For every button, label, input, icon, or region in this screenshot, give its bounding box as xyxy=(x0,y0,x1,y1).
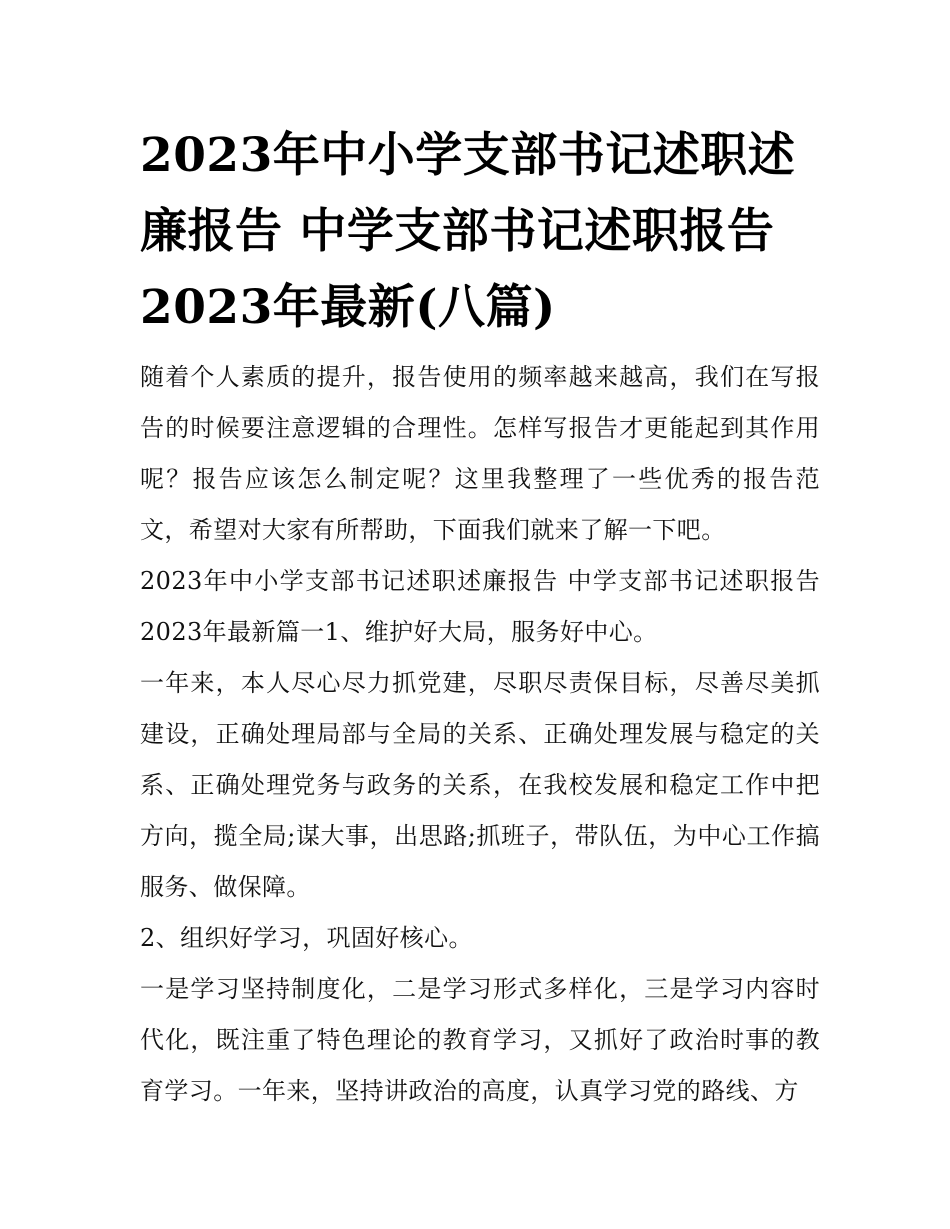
section-heading-paragraph: 2023年中小学支部书记述职述廉报告 中学支部书记述职报告2023年最新篇一1、维护好大局，服务好中心。 xyxy=(140,567,820,646)
intro-paragraph: 随着个人素质的提升，报告使用的频率越来越高，我们在写报告的时候要注意逻辑的合理性。怎样写报告才更能起到其作用呢？报告应该怎么制定呢？这里我整理了一些优秀的报告范文，希望对大家有所帮助，下面我们就来了解一下吧。 xyxy=(140,363,820,544)
subheading-paragraph: 2、组织好学习，巩固好核心。 xyxy=(140,924,473,952)
document-title: 2023年中小学支部书记述职述廉报告 中学支部书记述职报告2023年最新(八篇) xyxy=(140,128,796,335)
document-body xyxy=(140,118,820,1117)
body-paragraph: 一年来，本人尽心尽力抓党建，尽职尽责保目标，尽善尽美抓建设，正确处理局部与全局的关系、正确处理发展与稳定的关系、正确处理党务与政务的关系，在我校发展和稳定工作中把方向，揽全局;谋大事，出思路;抓班子，带队伍，为中心工作搞服务、做保障。 xyxy=(140,669,820,901)
body-paragraph: 一是学习坚持制度化，二是学习形式多样化，三是学习内容时代化，既注重了特色理论的教育学习，又抓好了政治时事的教育学习。一年来，坚持讲政治的高度，认真学习党的路线、方 xyxy=(140,975,820,1105)
